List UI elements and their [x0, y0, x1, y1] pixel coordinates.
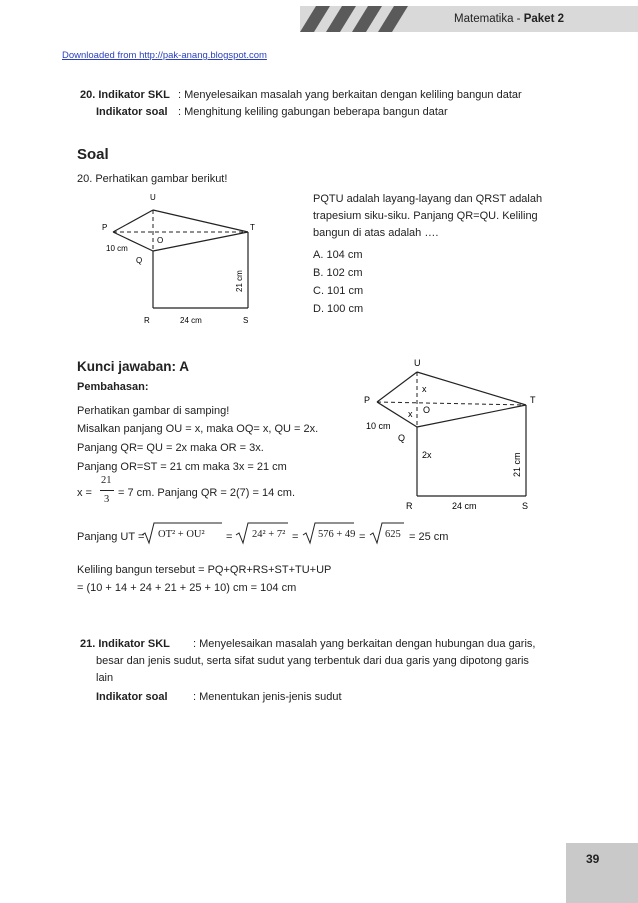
k-label-pq-length: 10 cm: [366, 421, 391, 431]
label-P: P: [102, 223, 108, 232]
label-U: U: [150, 193, 156, 202]
soal-figure: [90, 188, 270, 328]
option-d: D. 100 cm: [313, 303, 364, 315]
radicand-4: 625: [385, 529, 401, 540]
q21-skl-line-1: : Menyelesaikan masalah yang berkaitan dengan hubungan dua garis,: [193, 638, 536, 650]
radicand-1: OT² + OU²: [158, 529, 205, 540]
header-subject: Matematika -: [454, 13, 524, 25]
equals-1: =: [226, 531, 233, 543]
k-label-R: R: [406, 501, 413, 511]
k-label-rs-length: 24 cm: [452, 501, 477, 511]
header-package: Paket 2: [523, 13, 564, 25]
q21-soal-text: : Menentukan jenis-jenis sudut: [193, 691, 342, 703]
label-T: T: [250, 223, 255, 232]
fraction-numerator: 21: [101, 475, 112, 486]
label-st-length: 21 cm: [235, 270, 244, 292]
label-rs-length: 24 cm: [180, 316, 202, 325]
q20-soal-label: Indikator soal: [96, 106, 168, 118]
q20-soal-text: : Menghitung keliling gabungan beberapa bangun datar: [178, 106, 448, 118]
fraction-denominator: 3: [104, 494, 110, 505]
ut-result: = 25 cm: [409, 531, 449, 543]
q21-skl-line-3: lain: [96, 672, 114, 684]
k-label-T: T: [530, 395, 536, 405]
label-O: O: [157, 236, 164, 245]
label-R: R: [144, 316, 150, 325]
soal-heading: Soal: [77, 146, 109, 163]
option-c: C. 101 cm: [313, 285, 364, 297]
equals-3: =: [359, 531, 366, 543]
q21-skl-label: 21. Indikator SKL: [80, 638, 170, 650]
download-link[interactable]: Downloaded from http://pak-anang.blogspot.com: [62, 50, 267, 61]
pembahasan-label: Pembahasan:: [77, 381, 149, 393]
k-label-x-lower: x: [408, 409, 413, 419]
kunci-figure: [360, 355, 550, 515]
q21-soal-label: Indikator soal: [96, 691, 168, 703]
keliling-line-1: Keliling bangun tersebut = PQ+QR+RS+ST+TU+UP: [77, 564, 332, 576]
keliling-line-2: = (10 + 14 + 24 + 21 + 25 + 10) cm = 104 cm: [77, 582, 297, 594]
label-S: S: [243, 316, 249, 325]
label-pq-length: 10 cm: [106, 244, 128, 253]
k-label-2x: 2x: [422, 450, 432, 460]
x-equation-label: x =: [77, 487, 92, 499]
option-b: B. 102 cm: [313, 267, 363, 279]
pembahasan-line-2: Misalkan panjang OU = x, maka OQ= x, QU = 2x.: [77, 423, 319, 435]
pembahasan-line-3: Panjang QR= QU = 2x maka OR = 3x.: [77, 442, 264, 454]
soal-desc-1: PQTU adalah layang-layang dan QRST adalah: [313, 193, 543, 205]
q21-skl-line-2: besar dan jenis sudut, serta sifat sudut yang terbentuk dari dua garis yang dipotong garis: [96, 655, 529, 667]
fraction-bar: [100, 490, 114, 491]
label-Q: Q: [136, 256, 143, 265]
page-number-box: [566, 843, 638, 903]
k-label-O: O: [423, 405, 431, 415]
pembahasan-line-1: Perhatikan gambar di samping!: [77, 405, 230, 417]
pembahasan-line-4: Panjang OR=ST = 21 cm maka 3x = 21 cm: [77, 461, 287, 473]
q20-skl-text: : Menyelesaikan masalah yang berkaitan dengan keliling bangun datar: [178, 89, 522, 101]
soal-desc-2: trapesium siku-siku. Panjang QR=QU. Keliling: [313, 210, 538, 222]
equals-2: =: [292, 531, 299, 543]
radicand-2: 24² + 7²: [252, 529, 286, 540]
soal-desc-3: bangun di atas adalah ….: [313, 227, 439, 239]
header-title: [454, 13, 564, 25]
q20-skl-label: 20. Indikator SKL: [80, 89, 170, 101]
ut-label: Panjang UT =: [77, 531, 145, 543]
k-label-st-length: 21 cm: [512, 452, 522, 477]
k-label-x-upper: x: [422, 384, 427, 394]
k-label-Q: Q: [398, 433, 406, 443]
kunci-heading: Kunci jawaban: A: [77, 359, 190, 374]
page-number: 39: [586, 852, 600, 866]
soal-question: 20. Perhatikan gambar berikut!: [77, 173, 228, 185]
k-label-S: S: [522, 501, 529, 511]
k-label-P: P: [364, 395, 371, 405]
x-equation-result: = 7 cm. Panjang QR = 2(7) = 14 cm.: [118, 487, 295, 499]
radicand-3: 576 + 49: [318, 529, 356, 540]
k-label-U: U: [414, 358, 421, 368]
option-a: A. 104 cm: [313, 249, 363, 261]
